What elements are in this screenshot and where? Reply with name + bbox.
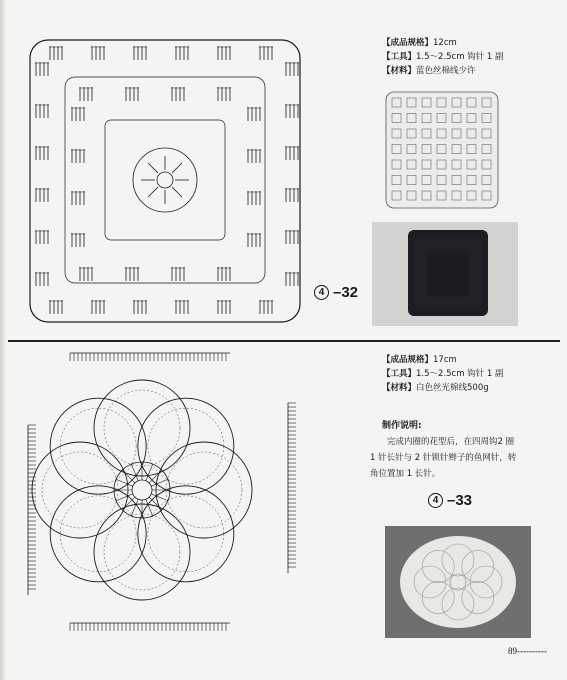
motif-middle-ring bbox=[65, 77, 265, 283]
instructions-text: 完成内圈的花型后，在四周钩2 圈 1 针长针与 2 针锁针辫子的鱼网针，转角位置加 1 长针。 bbox=[370, 437, 517, 479]
spec-size-32: 【成品规格】12cm bbox=[382, 38, 457, 48]
stitch-mark bbox=[122, 470, 135, 483]
circled-number-icon: 4 bbox=[428, 493, 443, 508]
square-motif-chart-32 bbox=[10, 32, 310, 332]
motif-outline bbox=[30, 40, 300, 322]
stitch-mark bbox=[148, 187, 158, 197]
spec-material-32: 【材料】蓝色丝棉线少许 bbox=[382, 66, 476, 76]
pattern-number-33: 4 –33 bbox=[428, 492, 472, 509]
specs-33 bbox=[382, 353, 504, 395]
doily-photo-33 bbox=[385, 526, 531, 638]
specs-32 bbox=[382, 36, 504, 78]
stitch-mark bbox=[146, 499, 153, 516]
doily-photo-shape bbox=[400, 536, 516, 628]
motif-center bbox=[157, 172, 173, 188]
spec-size-33: 【成品规格】17cm bbox=[382, 355, 457, 365]
pattern-number-32: 4 –32 bbox=[314, 284, 358, 301]
stitch-mark bbox=[131, 499, 138, 516]
stitch-mark bbox=[149, 470, 162, 483]
stitch-mark bbox=[131, 464, 138, 481]
petal-arc bbox=[32, 442, 128, 538]
stitch-mark bbox=[172, 187, 182, 197]
motif-inner-ring bbox=[105, 120, 225, 240]
page-edge-shadow bbox=[0, 0, 6, 680]
stitch-mark bbox=[151, 494, 168, 501]
stitch-mark bbox=[149, 497, 162, 510]
round-doily-chart-33 bbox=[22, 345, 322, 640]
page-number: 89---------- bbox=[508, 646, 547, 656]
stitch-mark bbox=[148, 163, 158, 173]
doily-center bbox=[132, 480, 152, 500]
stitch-mark bbox=[151, 479, 168, 486]
petal-arc bbox=[94, 504, 190, 600]
stitch-mark bbox=[116, 494, 133, 501]
stitch-mark bbox=[146, 464, 153, 481]
motif-photo-dark-32 bbox=[372, 222, 518, 326]
spec-tool-33: 【工具】1.5～2.5cm 钩针 1 副 bbox=[382, 369, 504, 379]
stitch-mark bbox=[116, 479, 133, 486]
circled-number-icon: 4 bbox=[314, 285, 329, 300]
stitch-mark bbox=[122, 497, 135, 510]
spec-tool-32: 【工具】1.5～2.5cm 钩针 1 副 bbox=[382, 52, 504, 62]
motif-photo-light-32 bbox=[384, 90, 500, 210]
instructions-title: 制作说明: bbox=[382, 421, 422, 431]
section-divider bbox=[8, 340, 560, 342]
photo-frame bbox=[386, 92, 498, 208]
spec-material-33: 【材料】白色丝光棉线500g bbox=[382, 383, 489, 393]
stitch-mark bbox=[172, 163, 182, 173]
